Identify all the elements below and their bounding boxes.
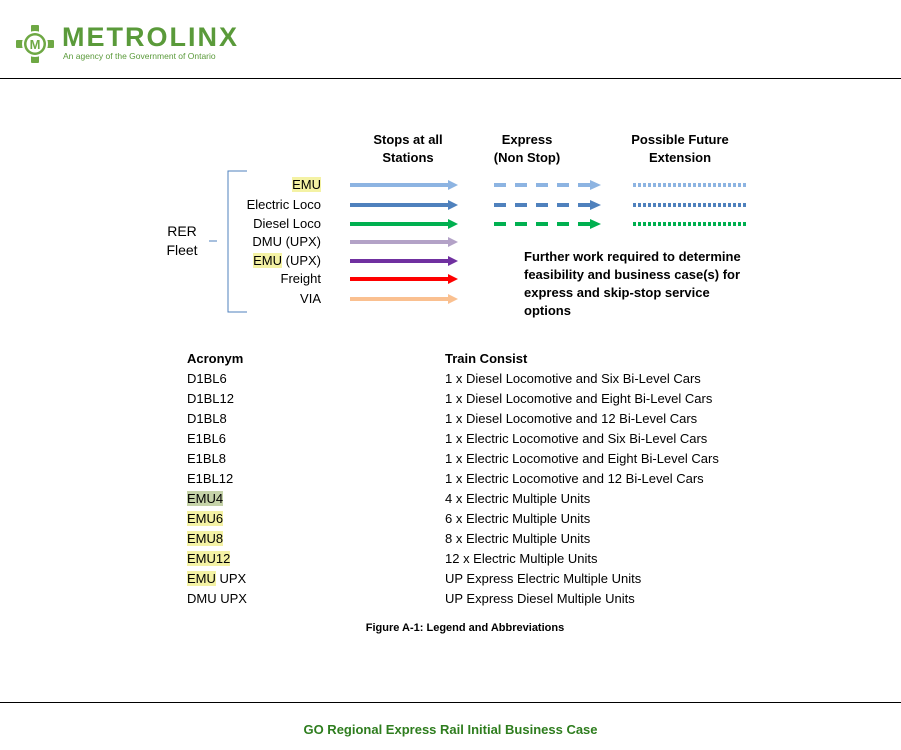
- table-row-acronym: [187, 509, 223, 529]
- arrowhead-stops-all-emu: [448, 180, 458, 190]
- acronym-d1bl6: D1BL6: [187, 371, 227, 386]
- acronym-emu6: EMU6: [187, 511, 224, 526]
- acronym-dmu-upx: DMU UPX: [187, 591, 247, 606]
- table-row-consist: 8 x Electric Multiple Units: [445, 531, 591, 546]
- svg-text:M: M: [29, 37, 41, 52]
- row-label-diesel-loco-text: Diesel Loco: [253, 216, 321, 231]
- acronym-e1bl8: E1BL8: [187, 451, 227, 466]
- footer-title: GO Regional Express Rail Initial Business Case: [303, 722, 598, 737]
- header-stops-all-line2: Stations: [382, 150, 434, 165]
- table-row-consist: 6 x Electric Multiple Units: [445, 511, 591, 526]
- row-label-electric-loco-text: Electric Loco: [246, 197, 321, 212]
- acronym-e1bl12: E1BL12: [187, 471, 234, 486]
- acronym-emu-upx: EMU: [187, 571, 216, 586]
- acronym-emu4: EMU4: [187, 491, 224, 506]
- logo-wordmark: METROLINX: [62, 22, 239, 52]
- table-row-consist: 1 x Electric Locomotive and 12 Bi-Level Cars: [445, 471, 704, 486]
- table-row-acronym: [187, 469, 233, 489]
- table-row-acronym: [187, 529, 223, 549]
- table-row-consist: 1 x Diesel Locomotive and Eight Bi-Level Cars: [445, 391, 713, 406]
- table-row-consist: 12 x Electric Multiple Units: [445, 551, 598, 566]
- acronym-d1bl8: D1BL8: [187, 411, 227, 426]
- table-header-consist: Train Consist: [445, 351, 528, 366]
- header-express-line2: (Non Stop): [493, 150, 561, 165]
- acronym-e1bl6: E1BL6: [187, 431, 227, 446]
- table-row-acronym: [187, 549, 230, 569]
- row-label-dmu-upx-text: DMU (UPX): [252, 234, 321, 249]
- table-row-acronym: [187, 429, 226, 449]
- acronym-emu8: EMU8: [187, 531, 224, 546]
- table-row-consist: 4 x Electric Multiple Units: [445, 491, 591, 506]
- group-label-line1: RER: [167, 223, 197, 239]
- row-label-freight-text: Freight: [280, 271, 321, 286]
- header-stops-all-line1: Stops at all: [373, 132, 443, 147]
- header-future-line1: Possible Future: [631, 132, 729, 147]
- table-row-consist: 1 x Electric Locomotive and Six Bi-Level Cars: [445, 431, 708, 446]
- table-row-acronym: [187, 589, 247, 609]
- header-future-line2: Extension: [648, 150, 712, 165]
- footer-divider: [0, 702, 901, 703]
- arrowhead-express-diesel-loco: [590, 219, 601, 229]
- table-row-consist: 1 x Diesel Locomotive and 12 Bi-Level Cars: [445, 411, 698, 426]
- row-label-emu-text: EMU: [292, 177, 321, 192]
- arrowhead-stops-all-dmu-upx-: [448, 237, 458, 247]
- row-label-emu-upx-suffix: (UPX): [282, 253, 321, 268]
- table-header-acronym: Acronym: [187, 351, 244, 366]
- table-row-acronym: [187, 489, 223, 509]
- table-row-acronym: [187, 389, 234, 409]
- arrowhead-stops-all-electric-loco: [448, 200, 458, 210]
- table-row-consist: UP Express Diesel Multiple Units: [445, 591, 635, 606]
- acronym-emu-upx-suffix: UPX: [215, 571, 247, 586]
- group-label-line2: Fleet: [166, 242, 198, 258]
- table-row-consist: 1 x Diesel Locomotive and Six Bi-Level Cars: [445, 371, 701, 386]
- table-row-acronym: [187, 369, 227, 389]
- table-row-consist: UP Express Electric Multiple Units: [445, 571, 642, 586]
- table-row-acronym: [187, 569, 246, 589]
- table-row-acronym: [187, 449, 226, 469]
- further-work-note: Further work required to determine feasibility and business case(s) for express and skip-stop service options: [524, 249, 741, 318]
- figure-caption: Figure A-1: Legend and Abbreviations: [365, 622, 565, 634]
- acronym-emu12: EMU12: [187, 551, 231, 566]
- row-label-emu-upx-text: EMU: [253, 253, 282, 268]
- acronym-d1bl12: D1BL12: [187, 391, 234, 406]
- table-row-acronym: [187, 409, 227, 429]
- arrowhead-express-electric-loco: [590, 200, 601, 210]
- logo-subtitle: An agency of the Government of Ontario: [63, 51, 216, 61]
- arrowhead-express-emu: [590, 180, 601, 190]
- arrowhead-stops-all-diesel-loco: [448, 219, 458, 229]
- arrowhead-stops-all-via: [448, 294, 458, 304]
- header-express-line1: Express: [501, 132, 553, 147]
- table-row-consist: 1 x Electric Locomotive and Eight Bi-Level Cars: [445, 451, 719, 466]
- arrowhead-stops-all-freight: [448, 274, 458, 284]
- row-label-via-text: VIA: [300, 291, 321, 306]
- arrowhead-stops-all-emu-upx: [448, 256, 458, 266]
